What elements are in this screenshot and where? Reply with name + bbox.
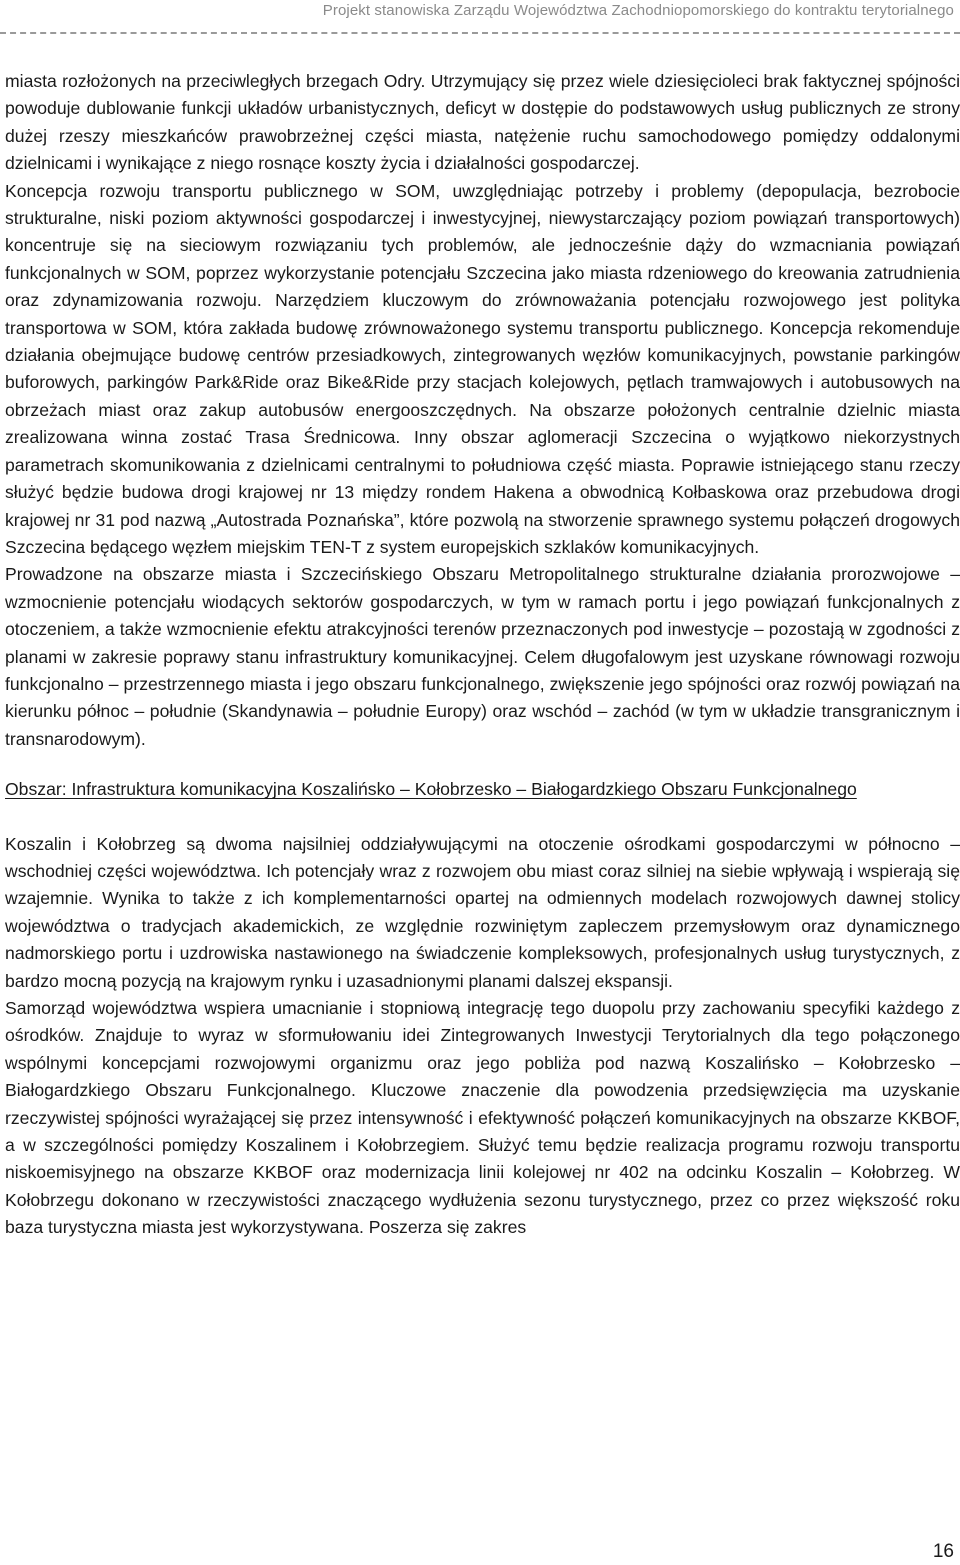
body-paragraph: Koszalin i Kołobrzeg są dwoma najsilniej oddziaływującymi na otoczenie ośrodkami gospodarczymi w północno – wschodniej części województwa. Ich potencjały wraz z rozwojem obu miast coraz silniej na siebie wpływają i wspierają się wzajemnie. Wynika to także z ich komplementarności opartej na odmiennych modelach rozwojowych dawnej stolicy województwa o tradycjach akademickich, ze względnie rozwiniętym zapleczem przemysłowym oraz dynamicznego nadmorskiego portu i uzdrowiska nastawionego na świadczenie kompleksowych, profesjonalnych usług turystycznych, z bardzo mocną pozycją na krajowym rynku i uzasadnionymi planami dalszej ekspansji.	[5, 833, 960, 991]
running-header: Projekt stanowiska Zarządu Województwa Zachodniopomorskiego do kontraktu terytorialnego	[322, 2, 954, 19]
section-heading: Obszar: Infrastruktura komunikacyjna Koszalińsko – Kołobrzesko – Białogardzkiego Obszaru Funkcjonalnego	[5, 779, 857, 800]
header-divider	[0, 32, 960, 34]
body-paragraph: miasta rozłożonych na przeciwległych brzegach Odry. Utrzymujący się przez wiele dziesięcioleci brak faktycznej spójności powoduje dublowanie funkcji układów urbanistycznych, deficyt w dostępie do podstawowych usług publicznych ze strony dużej rzeszy mieszkańców prawobrzeżnej części miasta, natężenie ruchu samochodowego pomiędzy oddalonymi dzielnicami i wynikające z niego rosnące koszty życia i działalności gospodarczej.	[5, 71, 960, 174]
body-paragraph: Samorząd województwa wspiera umacnianie i stopniową integrację tego duopolu przy zachowaniu specyfiki każdego z ośrodków. Znajduje to wyraz w sformułowaniu idei Zintegrowanych Inwestycji Terytorialnych dla tego połączonego wspólnymi koncepcjami rozwojowymi organizmu oraz jego pobliża pod nazwą Koszalińsko – Kołobrzesko – Białogardzkiego Obszaru Funkcjonalnego. Kluczowe znaczenie dla powodzenia przedsięwzięcia ma uzyskanie rzeczywistej spójności wyrażającej się przez intensywność i efektywność połączeń komunikacyjnych na obszarze KKBOF, a w szczególności pomiędzy Koszalinem i Kołobrzegiem. Służyć temu będzie realizacja programu rozwoju transportu niskoemisyjnego na obszarze KKBOF oraz modernizacja linii kolejowej nr 402 na odcinku Koszalin – Kołobrzeg. W Kołobrzegu dokonano w rzeczywistości znaczącego wydłużenia sezonu turystycznego, przez co przez większość roku baza turystyczna miasta jest wykorzystywana. Poszerza się zakres	[5, 998, 960, 1238]
body-paragraph: Koncepcja rozwoju transportu publicznego w SOM, uwzględniając potrzeby i problemy (depopulacja, bezrobocie strukturalne, niski poziom aktywności gospodarczej i inwestycyjnej, niewystarczający poziom powiązań transportowych) koncentruje się na sieciowym rozwiązaniu tych problemów, ale jednocześnie dąży do wzmacniania powiązań funkcjonalnych w SOM, poprzez wykorzystanie potencjału Szczecina jako miasta rdzeniowego do kreowania zatrudnienia oraz zdynamizowania rozwoju. Narzędziem kluczowym do zrównoważania potencjału rozwojowego jest polityka transportowa w SOM, która zakłada budowę zrównoważonego systemu transportu publicznego. Koncepcja rekomenduje działania obejmujące budowę centrów przesiadkowych, zintegrowanych węzłów komunikacyjnych, powstanie parkingów buforowych, parkingów Park&Ride oraz Bike&Ride przy stacjach kolejowych, pętlach tramwajowych i autobusowych na obrzeżach miast oraz zakup autobusów energooszczędnych. Na obszarze położonych centralnie dzielnic miasta zrealizowana winna zostać Trasa Średnicowa. Inny obszar aglomeracji Szczecina o wyjątkowo niekorzystnych parametrach skomunikowania z dzielnicami centralnymi to południowa część miasta. Poprawie istniejącego stanu rzeczy służyć będzie budowa drogi krajowej nr 13 między rondem Hakena a obwodnicą Kołbaskowa oraz przebudowa drogi krajowej nr 31 pod nazwą „Autostrada Poznańska”, które pozwolą na stworzenie sprawnego systemu połączeń drogowych Szczecina będącego węzłem miejskim TEN-T z system europejskich szklaków komunikacyjnych.	[5, 180, 960, 557]
page-number: 16	[932, 1541, 954, 1562]
body-paragraph: Prowadzone na obszarze miasta i Szczecińskiego Obszaru Metropolitalnego strukturalne działania prorozwojowe – wzmocnienie potencjału wiodących sektorów gospodarczych, w tym w ramach portu i jego powiązań funkcjonalnych z otoczeniem, a także wzmocnienie efektu atrakcyjności terenów przeznaczonych pod inwestycje – pozostają w zgodności z planami w zakresie poprawy stanu infrastruktury komunikacyjnej. Celem długofalowym jest uzyskane równowagi rozwoju funkcjonalno – przestrzennego miasta i jego obszaru funkcjonalnego, zwiększenie jego spójności oraz rozwój powiązań na kierunku północ – południe (Skandynawia – południe Europy) oraz wschód – zachód (w tym w układzie transgranicznym i transnarodowym).	[5, 564, 960, 749]
page-body	[5, 68, 960, 1242]
